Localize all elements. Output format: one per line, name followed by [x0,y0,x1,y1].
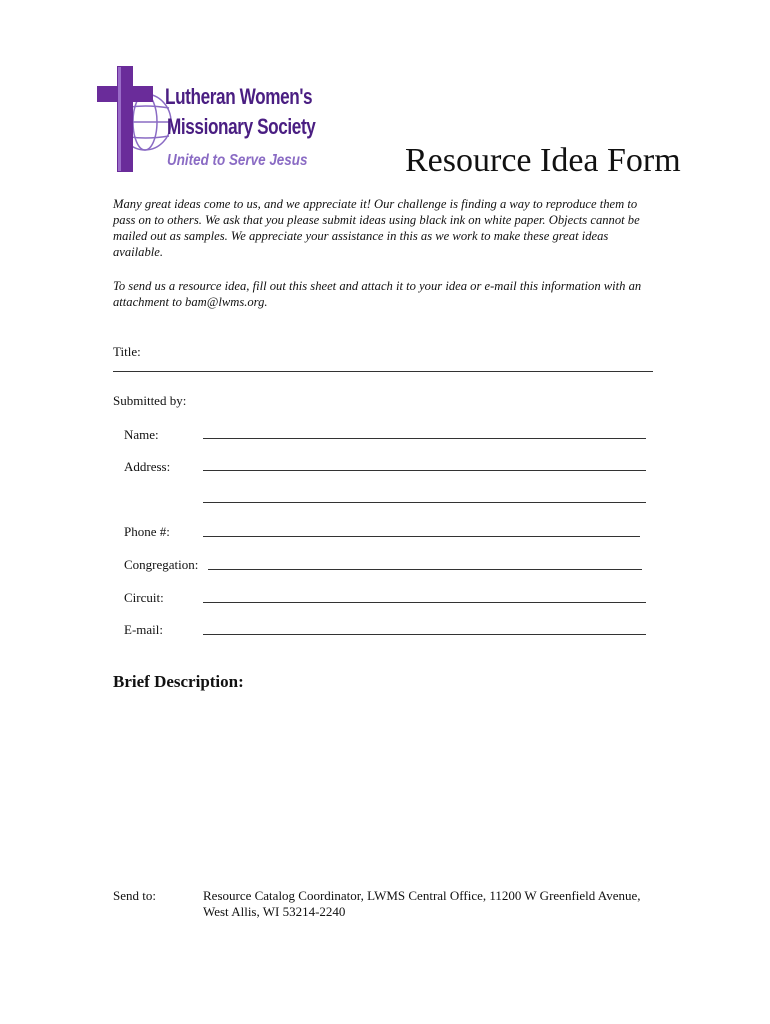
email-label: E-mail: [124,622,163,637]
brief-description-heading: Brief Description: [113,672,244,691]
brief-description-area[interactable] [113,700,653,870]
address-input-line-1[interactable] [203,470,646,471]
circuit-label: Circuit: [124,590,164,605]
intro-paragraph-1: Many great ideas come to us, and we appreciate it! Our challenge is finding a way to reproduce them to pass on to others. We ask that you please submit ideas using black ink on white paper. Objects cannot be mailed out as samples. We appreciate your assistance in this as we work to make these great ideas available. [113,197,640,259]
cross-globe-icon [93,64,173,176]
intro-paragraph-2: To send us a resource idea, fill out this sheet and attach it to your idea or e-mail this information with an attachment to bam@lwms.org. [113,279,642,309]
email-input-line[interactable] [203,634,646,635]
circuit-input-line[interactable] [203,602,646,603]
send-to-label: Send to: [113,888,156,903]
congregation-label: Congregation: [124,557,199,572]
lwms-logo [93,64,323,176]
send-to-address: Resource Catalog Coordinator, LWMS Central Office, 11200 W Greenfield Avenue, West Allis, WI 53214-2240 [203,888,641,919]
form-title: Resource Idea Form [405,142,681,179]
logo-tagline: United to Serve Jesus [167,152,308,169]
name-label: Name: [124,427,159,442]
logo-line-1: Lutheran Women's [165,84,313,109]
address-label: Address: [124,459,171,474]
congregation-input-line[interactable] [208,569,642,570]
logo-line-2: Missionary Society [167,114,316,139]
phone-label: Phone #: [124,524,170,539]
address-input-line-2[interactable] [203,502,646,503]
name-input-line[interactable] [203,438,646,439]
title-label: Title: [113,344,141,359]
submitted-by-label: Submitted by: [113,393,187,408]
phone-input-line[interactable] [203,536,640,537]
title-input-line[interactable] [113,371,653,372]
